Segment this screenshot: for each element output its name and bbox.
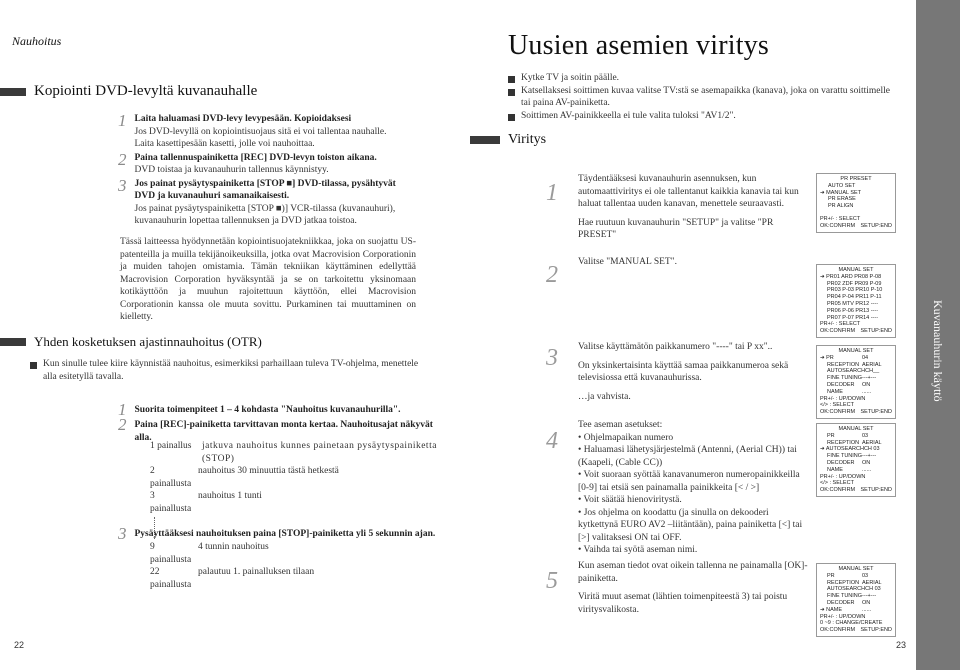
copy-step-3: 3 Jos painat pysäytyspainiketta [STOP ■] DVD-tilassa, pysähtyvät DVD ja kuvanauhuri samanaikaisesti. Jos painat pysäytyspainiketta [STOP ■)] VCR-tilassa (kuvanauhuri), kuvanauhurin lopettaa tallennuksen ja DVD jatkaa toistoa.	[118, 175, 396, 226]
osd-manual-set-detail-b: MANUAL SET PR 03 RECEPTION AERIAL ➜ AUTOSEARCH CH 03 FINE TUNING ---+--- DECODER ON NAME ...... PR+/- : UP/DOWN </> : SELECT OK:CONFIRM SETUP:END	[816, 423, 896, 497]
step-number-5: 5	[546, 568, 558, 594]
section-bar	[0, 338, 26, 346]
otr-section-title: Yhden kosketuksen ajastinnauhoitus (OTR)	[0, 334, 262, 350]
arrow-right-icon: ➜	[820, 446, 825, 453]
copy-step-2: 2 Paina tallennuspainiketta [REC] DVD-levyn toiston aikana. DVD toistaa ja kuvanauhurin tallennus käynnistyy.	[118, 149, 377, 175]
osd-manual-set-list: MANUAL SET ➜ PR01 ARD PR08 P-08 PR02 ZDF PR09 P-09 PR03 P-03 PR10 P-10 PR04 P-04 PR11 P-11 PR05 MTV PR12 ---- PR06 P-06 PR13 ---- PR07 P-07 PR14 ---- PR+/- : SELECT OK:CONFIRM SETUP:END	[816, 264, 896, 338]
side-tab	[916, 0, 960, 670]
list-item: • Voit suoraan syöttää kanavanumeron numeropainikkeilla [0-9] tai etsiä sen painamalla painikkeita [< / >]	[578, 470, 800, 493]
step-number-1: 1	[546, 180, 558, 206]
table-row: 3 painallusta nauhoitus 1 tunti	[150, 491, 262, 514]
list-item: • Haluamasi lähetysjärjestelmä (Antenni, (Aerial CH)) tai (Kaapeli, (Cable CC))	[578, 445, 797, 468]
copy-steps	[118, 113, 418, 228]
list-item: Soittimen AV-painikkeella ei tule valita tuloksi "AV1/2".	[508, 110, 898, 123]
list-item: • Voit säätää hienoviritystä.	[578, 495, 682, 505]
table-row: 9 painallusta 4 tunnin nauhoitus	[150, 542, 269, 565]
viritys-step-3: Valitse käyttämätön paikkanumero "----" tai P xx".. On yksinkertaisinta käyttää samaa paikkanumeroa sekä televisiossa että kuvanauhurissa. …ja vahvista.	[578, 342, 789, 402]
viritys-step-4: Tee aseman asetukset: • Ohjelmapaikan numero • Haluamasi lähetysjärjestelmä (Antenni, (Aerial CH)) tai (Kaapeli, (Cable CC)) • Voit suoraan syöttää kanavanumeron numeropainikkeilla [0-9] tai etsiä sen painamalla painikkeita [< / >] • Voit säätää hienoviritystä. • Jos ohjelma on koodattu (ja sinulla on dekooderi kytkettynä EURO AV2 –liitäntään), paina painiketta [<] tai [>] valitaksesi ON tai OFF. • Vaihda tai syötä aseman nimi.	[578, 419, 810, 557]
step-number-3: 3	[546, 345, 558, 371]
otr-step-2: 2 Paina [REC]-painiketta tarvittavan monta kertaa. Nauhoitusajat näkyvät alla.	[118, 415, 433, 443]
viritys-step-2: Valitse "MANUAL SET".	[578, 257, 677, 267]
table-row: 1 painallus jatkuva nauhoitus kunnes painetaan pysäytyspainiketta (STOP)	[150, 441, 437, 464]
step-number-4: 4	[546, 428, 558, 454]
otr-step-3: 3 Pysäyttääksesi nauhoituksen paina [STOP]-painiketta yli 5 sekunnin ajan.	[118, 524, 436, 543]
otr-press-table	[150, 440, 450, 591]
arrow-right-icon: ➜	[820, 606, 825, 613]
side-tab-label: Kuvanauhurin käyttö	[931, 300, 945, 402]
list-item: • Vaihda tai syötä aseman nimi.	[578, 545, 698, 555]
macrovision-note: Tässä laitteessa hyödynnetään kopiointisuojatekniikkaa, joka on suojattu US-patenteilla ja muilla tekijänoikeuksilla, jotka ovat Macrovision Corporationin ja muiden tahojen omistamia. Tämän tekniikan käyttäminen edellyttää Macrovision Corporation hyväksyntää ja se on tarkoitettu yksinomaan kotikäyttöön ja muuhun rajoitettuun käyttöön, ellei Macrovision Corporationin kanssa ole muuta sovittu. Purkaminen tai muuttaminen on kielletty.	[120, 237, 416, 322]
viritys-step-1: Täydentääksesi kuvanauhurin asennuksen, kun automaattiviritys ei ole tallentanut kaikkia kanavia tai kun haluat tallentaa uuden kanavan, menettele seuraavasti. Hae ruutuun kuvanauhurin "SETUP" ja valitse "PR PRESET"	[578, 174, 799, 240]
step-number-2: 2	[546, 262, 558, 288]
table-row: 22 painallusta palautuu 1. painalluksen tilaan	[150, 567, 315, 590]
arrow-right-icon: ➜	[820, 354, 825, 361]
otr-steps	[118, 402, 448, 444]
list-item: Kytke TV ja soitin päälle.	[508, 72, 898, 85]
viritys-step-5: Kun aseman tiedot ovat oikein tallenna ne painamalla [OK]-painiketta. Viritä muut asemat (lähtien toimenpiteestä 3) tai poistu viritysvalikosta.	[578, 561, 808, 615]
arrow-right-icon: ➜	[820, 189, 825, 196]
page-number-left: 22	[14, 640, 25, 650]
arrow-right-icon: ➜	[820, 273, 825, 280]
page-number-right: 23	[896, 640, 907, 650]
viritys-subtitle: Viritys	[470, 132, 546, 148]
running-header: Nauhoitus	[12, 34, 62, 48]
osd-manual-set-detail-c: MANUAL SET PR 03 RECEPTION AERIAL AUTOSEARCH CH 03 FINE TUNING ---+--- DECODER ON ➜ NAME ...... PR+/- : UP/DOWN 0 ~9 : CHANGE/CREATE OK:CONFIRM SETUP:END	[816, 563, 896, 637]
page-title: Uusien asemien viritys	[508, 30, 770, 61]
osd-pr-preset: PR PRESET AUTO SET ➜ MANUAL SET PR ERASE PR ALIGN PR+/- : SELECT OK:CONFIRM SETUP:END	[816, 173, 896, 233]
table-row: 2 painallusta nauhoitus 30 minuuttia tästä hetkestä	[150, 466, 339, 489]
intro-list	[508, 72, 898, 122]
section-bar	[0, 88, 26, 96]
list-item: Katsellaksesi soittimen kuvaa valitse TV:stä se asemapaikka (kanava), joka on varattu soittimelle tai paina AV-painiketta.	[508, 85, 898, 110]
otr-step-1: 1 Suorita toimenpiteet 1 – 4 kohdasta "Nauhoitus kuvanauhurilla".	[118, 400, 401, 419]
osd-manual-set-detail-a: MANUAL SET ➜ PR 04 RECEPTION AERIAL AUTOSEARCH CH__ FINE TUNING ---+--- DECODER ON NAME ...... PR+/- : UP/DOWN </> : SELECT OK:CONFIRM SETUP:END	[816, 345, 896, 419]
list-item: • Ohjelmapaikan numero	[578, 432, 674, 443]
list-item: • Jos ohjelma on koodattu (ja sinulla on dekooderi kytkettynä EURO AV2 –liitäntään), paina painiketta [<] tai [>] valitaksesi ON tai OFF.	[578, 507, 803, 543]
copy-section-title: Kopiointi DVD-levyltä kuvanauhalle	[0, 83, 257, 100]
otr-intro: Kun sinulle tulee kiire käynnistää nauhoitus, esimerkiksi parhaillaan tuleva TV-ohjelma, menettele alla esitetyllä tavalla.	[30, 358, 420, 383]
copy-step-1: 1 Laita haluamasi DVD-levy levypesään. Kopioidaksesi Jos DVD-levyllä on kopiointisuojaus sitä ei voi tallentaa nauhalle. Laita kasettipesään kasetti, jolle voi nauhoittaa.	[118, 111, 387, 149]
bullet-square	[30, 362, 37, 369]
